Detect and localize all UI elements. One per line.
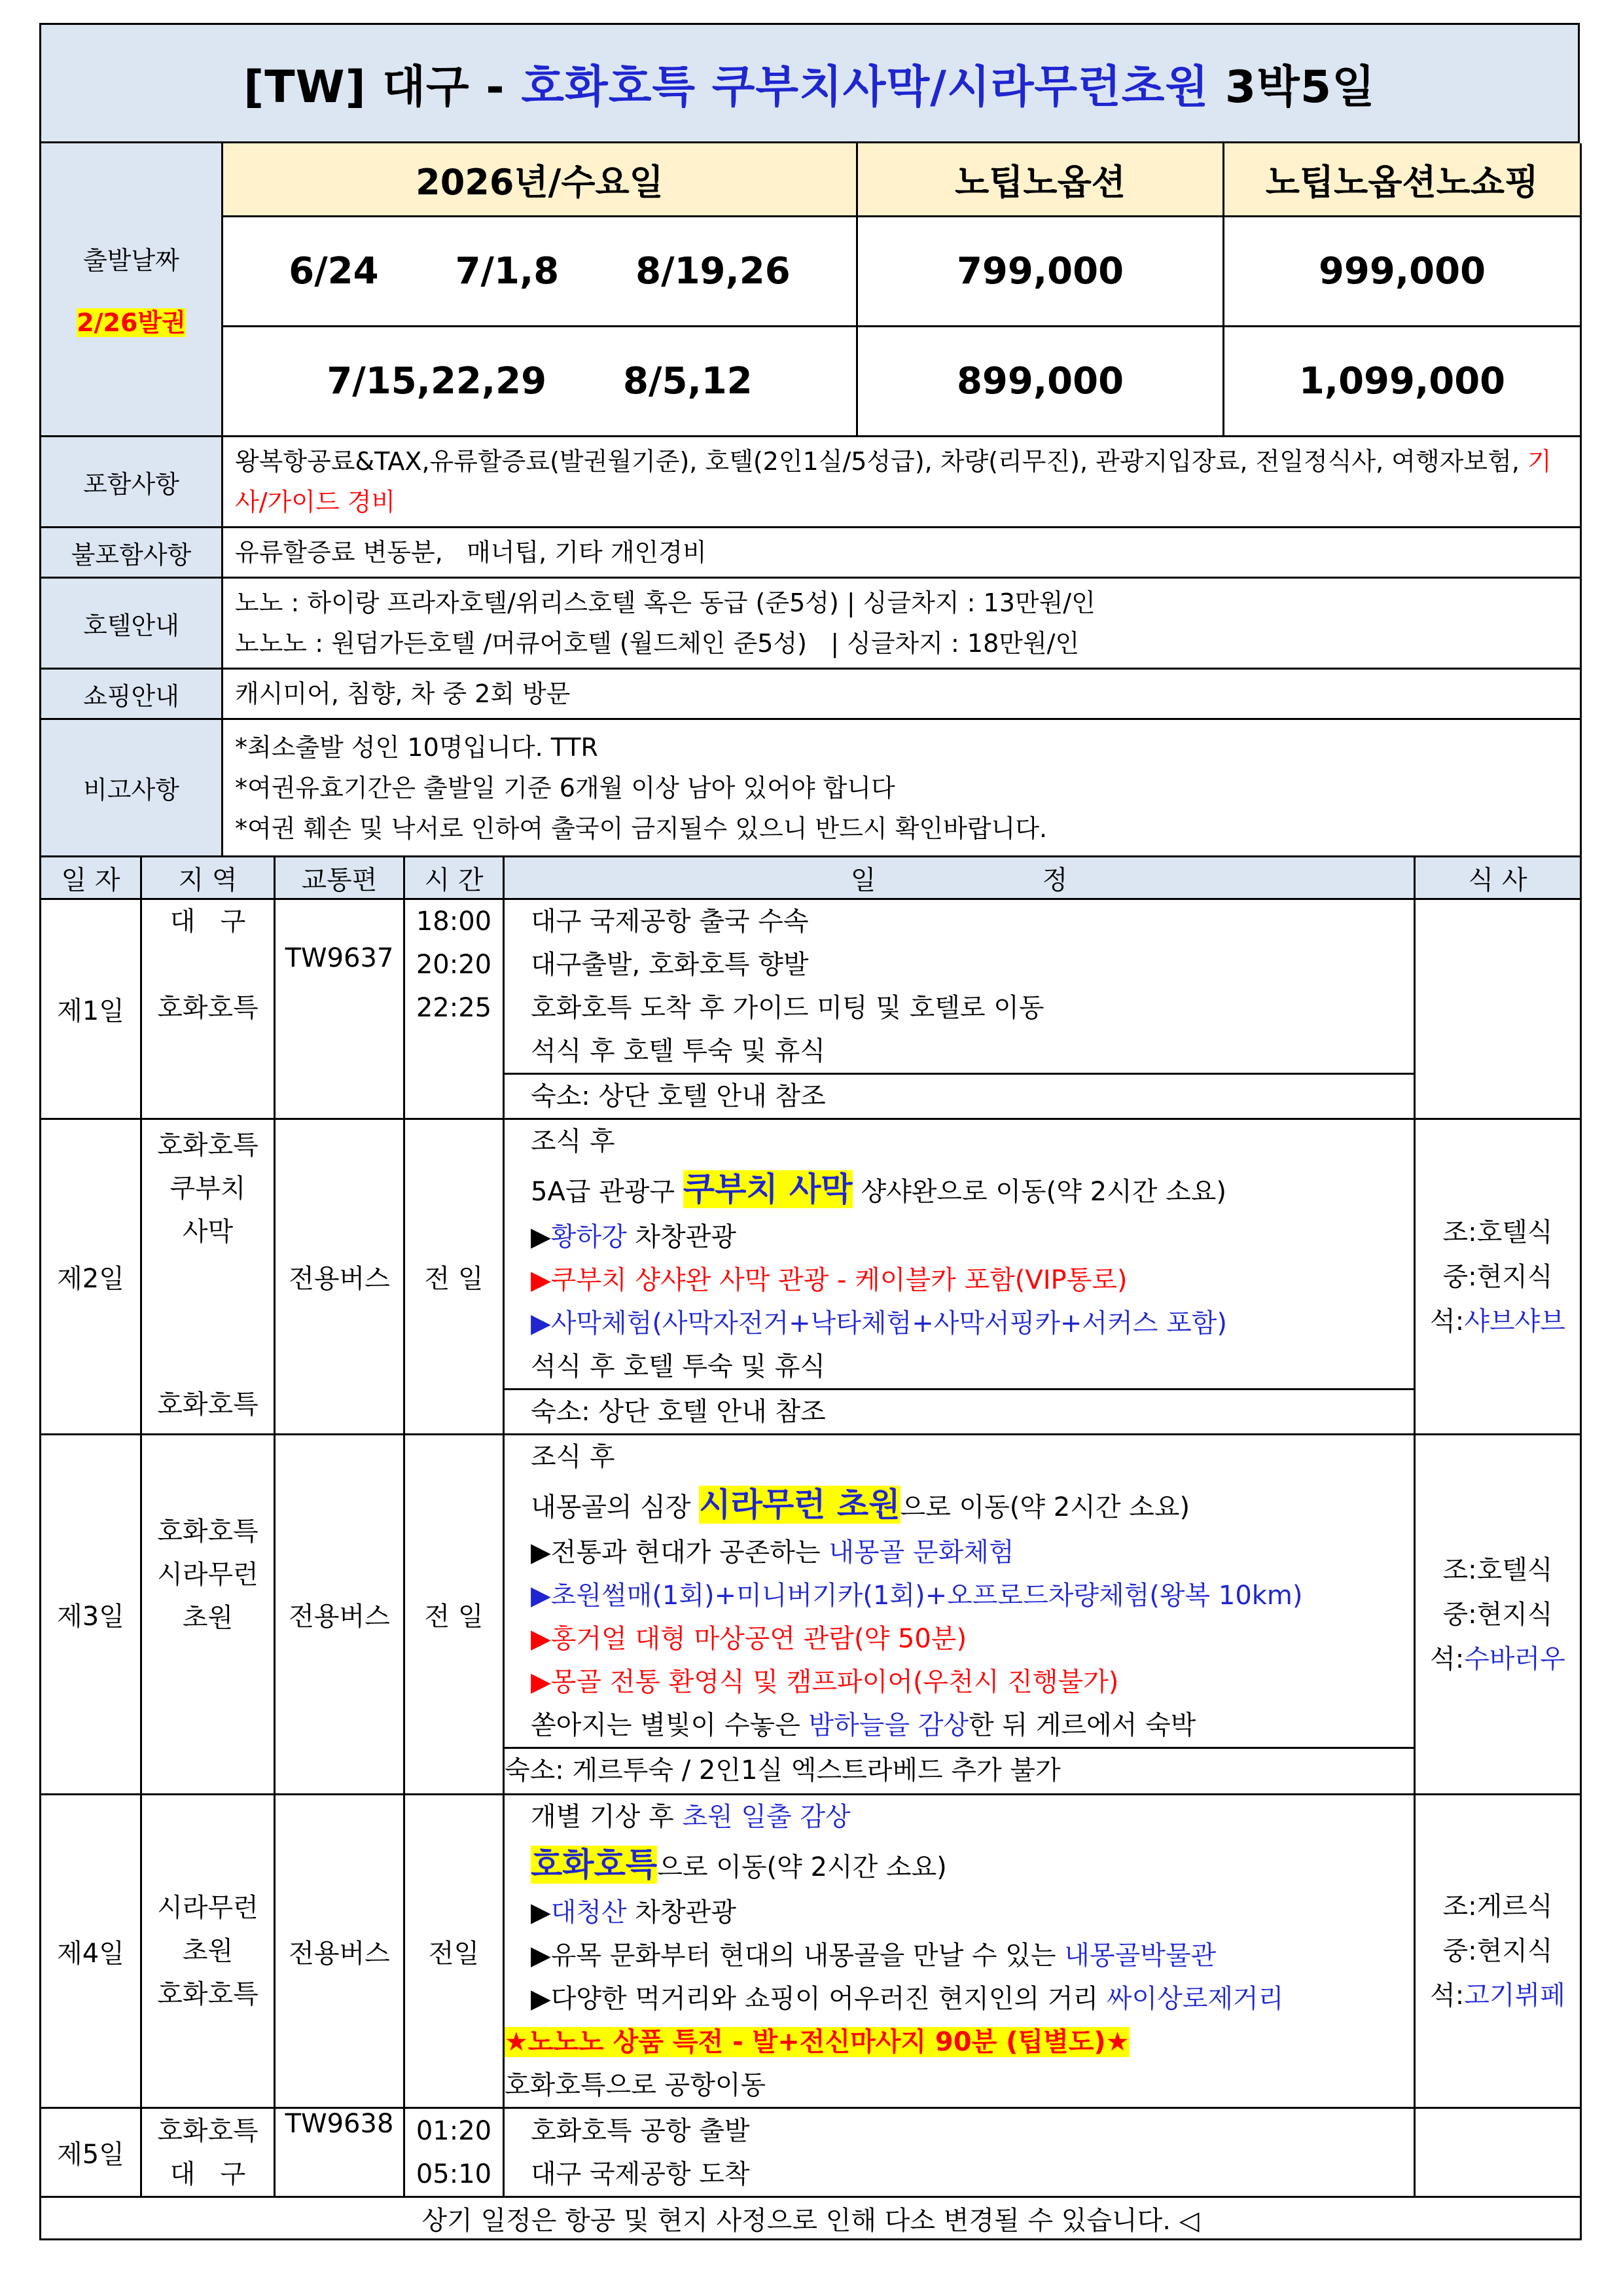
day-3-stay: 숙소: 게르투숙 / 2인1실 엑스트라베드 추가 불가	[505, 1747, 1416, 1792]
day-3-line-2a: 내몽골의 심장	[531, 1492, 700, 1522]
title-suffix: 3박5일	[1209, 61, 1376, 113]
day-3-region	[141, 1435, 275, 1795]
day-4-meal-3a: 석:	[1430, 1981, 1465, 2011]
day-1-time-1: 18:00	[416, 906, 492, 937]
day-2-meal-3a: 석:	[1430, 1306, 1465, 1336]
schedule-table	[39, 857, 1582, 2240]
day-2-line-2	[505, 1163, 1414, 1215]
day-4-region-2: 초원	[182, 1936, 234, 1966]
day-4-plan	[504, 1795, 1415, 2108]
day-2-time: 전 일	[404, 1119, 504, 1435]
day-3-meal-2: 중:현지식	[1442, 1599, 1553, 1630]
day-4-line-4	[505, 1934, 1414, 1977]
note-3: *여권 훼손 및 낙서로 인하여 출국이 금지될수 있으니 반드시 확인바랍니다.	[235, 814, 1048, 843]
day-5-region-2: 대 구	[169, 2159, 246, 2189]
included-text	[223, 437, 1581, 528]
title-table	[39, 23, 1580, 143]
day-5-time-2: 05:10	[416, 2159, 492, 2189]
day-3-line-2c: 으로 이동(약 2시간 소요)	[900, 1492, 1190, 1522]
day-2-line-2c: 샹샤완으로 이동(약 2시간 소요)	[852, 1177, 1226, 1207]
day-3-attraction-xilamuren: 시라무런 초원	[699, 1486, 901, 1524]
day-4-line-3c: 차창관광	[626, 1897, 736, 1928]
day-5-line-2: 대구 국제공항 도착	[531, 2159, 750, 2189]
day-1-line-3: 호화호특 도착 후 가이드 미팅 및 호텔로 이동	[531, 993, 1044, 1023]
included-label: 포함사항	[41, 437, 223, 528]
day-4-meal	[1415, 1795, 1581, 2108]
day-2-line-3	[505, 1215, 1414, 1259]
day-3-meal-3b: 수바러우	[1464, 1643, 1565, 1674]
day-3-line-3a: ▶전통과 현대가 공존하는	[531, 1537, 829, 1568]
day-3-row	[41, 1435, 1581, 1795]
title-prefix: [TW] 대구 -	[243, 61, 522, 113]
day-1-meal	[1415, 899, 1581, 1119]
day-5-transport: TW9638	[275, 2108, 404, 2197]
day-1-row	[41, 899, 1581, 1119]
excluded-text: 유류할증료 변동분, 매너팁, 기타 개인경비	[223, 528, 1581, 578]
notes-text	[223, 719, 1581, 857]
day-1-label: 제1일	[41, 899, 141, 1119]
hotel-info	[223, 578, 1581, 669]
day-1-time-3: 22:25	[416, 993, 492, 1023]
day-2-plan	[504, 1119, 1415, 1435]
footer-row	[41, 2197, 1581, 2240]
day-2-line-1: 조식 후	[531, 1126, 615, 1157]
day-3-line-2	[505, 1479, 1414, 1531]
day-4-meal-3b: 고기뷔페	[1464, 1981, 1565, 2011]
day-4-region	[141, 1795, 275, 2108]
day-3-region-2: 시라무런	[157, 1560, 259, 1590]
day-3-line-6: ▶몽골 전통 환영식 및 캠프파이어(우천시 진행불가)	[531, 1667, 1119, 1697]
price-row-2-opt2: 1,099,000	[1224, 327, 1581, 437]
day-4-transport: 전용버스	[275, 1795, 404, 2108]
day-1-region-1: 대 구	[169, 906, 246, 937]
day-4-region-1: 시라무런	[157, 1893, 259, 1923]
day-4-label: 제4일	[41, 1795, 141, 2108]
day-4-line-7: 호화호특으로 공항이동	[505, 2070, 766, 2100]
hdr-time: 시 간	[404, 857, 504, 899]
day-1-transport: TW9637	[275, 899, 404, 1119]
excluded-label: 불포함사항	[41, 528, 223, 578]
day-1-plan	[504, 899, 1415, 1119]
day-2-line-6: 석식 후 호텔 투숙 및 휴식	[531, 1352, 825, 1382]
hdr-region: 지 역	[141, 857, 275, 899]
day-5-times	[404, 2108, 504, 2197]
day-4-region-3: 호화호특	[157, 1979, 259, 2009]
shopping-label: 쇼핑안내	[41, 669, 223, 719]
day-1-stay: 숙소: 상단 호텔 안내 참조	[505, 1073, 1416, 1118]
pricing-info-table	[39, 143, 1582, 857]
day-2-meal-1: 조:호텔식	[1442, 1217, 1553, 1247]
day-3-line-7c: 한 뒤 게르에서 숙박	[969, 1710, 1196, 1740]
col-date-header: 2026년/수요일	[223, 143, 857, 217]
day-3-line-5: ▶홍거얼 대형 마상공연 관람(약 50분)	[531, 1624, 967, 1654]
note-1: *최소출발 성인 10명입니다. TTR	[235, 732, 598, 762]
day-3-meal-3a: 석:	[1430, 1643, 1465, 1674]
day-4-line-1a: 개별 기상 후	[531, 1802, 683, 1832]
day-3-line-7b: 밤하늘을 감상	[808, 1710, 969, 1740]
day-3-line-3b: 내몽골 문화체험	[829, 1537, 1014, 1568]
day-2-line-3b: 황하강	[550, 1222, 627, 1252]
day-3-line-4: ▶초원썰매(1회)+미니버기카(1회)+오프로드차량체험(왕복 10km)	[531, 1581, 1303, 1611]
day-4-special-offer: ★노노노 상품 특전 - 발+전신마사지 90분 (팁별도)★	[505, 2027, 1130, 2057]
day-5-row	[41, 2108, 1581, 2197]
day-3-label: 제3일	[41, 1435, 141, 1795]
day-2-line-3c: 차창관광	[626, 1222, 736, 1252]
day-4-line-3b: 대청산	[550, 1897, 627, 1928]
day-4-line-2b: 으로 이동(약 2시간 소요)	[657, 1852, 947, 1882]
day-3-line-1: 조식 후	[531, 1442, 615, 1472]
day-5-time-1: 01:20	[416, 2115, 492, 2146]
day-1-line-4: 석식 후 호텔 투숙 및 휴식	[531, 1036, 825, 1066]
hotel-line-2: 노노노 : 원덤가든호텔 /머큐어호텔 (월드체인 준5성) | 싱글차지 : 18만원/인	[235, 629, 1080, 658]
included-red: 기사/가이드 경비	[235, 447, 1552, 516]
day-3-plan	[504, 1435, 1415, 1795]
day-3-time: 전 일	[404, 1435, 504, 1795]
day-1-times	[404, 899, 504, 1119]
day-2-meal-3b: 샤브샤브	[1464, 1306, 1565, 1336]
day-2-region	[141, 1119, 275, 1435]
day-3-meal-3	[1416, 1637, 1580, 1681]
included-main: 왕복항공료&TAX,유류할증료(발권월기준), 호텔(2인1실/5성급), 차량(리무진), 관광지입장료, 전일정식사, 여행자보험,	[235, 447, 1527, 476]
shopping-text: 캐시미어, 침향, 차 중 2회 방문	[223, 669, 1581, 719]
col-opt2-header: 노팁노옵션노쇼핑	[1224, 143, 1581, 217]
tour-document	[39, 23, 1580, 2240]
issue-note-text: 2/26발권	[77, 308, 186, 337]
day-3-meal-1: 조:호텔식	[1442, 1554, 1553, 1585]
footer-note: 상기 일정은 항공 및 현지 사정으로 인해 다소 변경될 수 있습니다. ◁	[41, 2197, 1581, 2240]
day-2-line-5: ▶사막체험(사막자전거+낙타체험+사막서핑카+서커스 포함)	[531, 1308, 1227, 1338]
day-5-region-1: 호화호특	[157, 2115, 259, 2146]
hdr-plan: 일 정	[504, 857, 1415, 899]
price-row-2-opt1: 899,000	[857, 327, 1224, 437]
hotel-line-1: 노노 : 하이랑 프라자호텔/위리스호텔 혹은 동급 (준5성) | 싱글차지 : 13만원/인	[235, 588, 1096, 617]
day-4-attraction-hohhot: 호화호특	[531, 1846, 658, 1884]
day-2-meal-2: 중:현지식	[1442, 1261, 1553, 1292]
day-1-region	[141, 899, 275, 1119]
day-2-region-4: 호화호특	[157, 1390, 259, 1420]
day-4-line-3	[505, 1891, 1414, 1934]
day-2-attraction-kubuqi: 쿠부치 사막	[683, 1170, 853, 1208]
day-1-line-2: 대구출발, 호화호특 향발	[531, 950, 809, 980]
day-4-line-1	[505, 1795, 1414, 1839]
day-5-line-1: 호화호특 공항 출발	[531, 2115, 750, 2146]
day-1-line-1: 대구 국제공항 출국 수속	[531, 906, 809, 937]
notes-label: 비고사항	[41, 719, 223, 857]
day-4-row	[41, 1795, 1581, 2108]
col-opt1-header: 노팁노옵션	[857, 143, 1224, 217]
hotel-label: 호텔안내	[41, 578, 223, 669]
day-4-line-4b: 내몽골박물관	[1064, 1941, 1217, 1971]
page-title	[41, 24, 1579, 143]
departure-label: 출발날짜	[83, 246, 179, 275]
price-row-2-dates: 7/15,22,29 8/5,12	[223, 327, 857, 437]
title-highlight: 호화호특 쿠부치사막/시라무런초원	[521, 61, 1209, 113]
day-3-meal	[1415, 1435, 1581, 1795]
price-row-1-dates: 6/24 7/1,8 8/19,26	[223, 217, 857, 327]
schedule-header-row	[41, 857, 1581, 899]
issue-note	[41, 302, 221, 338]
hdr-meal: 식 사	[1415, 857, 1581, 899]
day-5-region	[141, 2108, 275, 2197]
day-4-line-5	[505, 1977, 1414, 2020]
day-2-region-3: 사막	[182, 1217, 234, 1247]
day-3-region-3: 초원	[182, 1603, 234, 1633]
day-2-region-1: 호화호특	[157, 1130, 259, 1160]
day-4-line-1b: 초원 일출 감상	[682, 1802, 851, 1832]
day-4-meal-1: 조:게르식	[1442, 1892, 1553, 1922]
day-2-line-4: ▶쿠부치 샹샤완 사막 관광 - 케이블카 포함(VIP통로)	[531, 1265, 1128, 1295]
day-4-meal-3	[1416, 1973, 1580, 2018]
day-4-line-2	[505, 1839, 1414, 1891]
day-5-label: 제5일	[41, 2108, 141, 2197]
hdr-day: 일 자	[41, 857, 141, 899]
day-4-line-6	[505, 2020, 1414, 2064]
day-3-line-3	[505, 1531, 1414, 1574]
day-3-line-7	[505, 1704, 1414, 1747]
day-3-region-1: 호화호특	[157, 1516, 259, 1547]
price-row-1-opt1: 799,000	[857, 217, 1224, 327]
day-2-meal	[1415, 1119, 1581, 1435]
note-2: *여권유효기간은 출발일 기준 6개월 이상 남아 있어야 합니다	[235, 773, 895, 802]
day-4-line-5a: ▶다양한 먹거리와 쇼핑이 어우러진 현지인의 거리	[531, 1984, 1107, 2014]
day-2-transport: 전용버스	[275, 1119, 404, 1435]
day-3-transport: 전용버스	[275, 1435, 404, 1795]
day-5-meal	[1415, 2108, 1581, 2197]
day-2-label: 제2일	[41, 1119, 141, 1435]
day-2-line-3a: ▶	[531, 1222, 551, 1252]
day-5-plan	[504, 2108, 1415, 2197]
price-row-1-opt2: 999,000	[1224, 217, 1581, 327]
day-2-row	[41, 1119, 1581, 1435]
day-2-line-2a: 5A급 관광구	[531, 1177, 683, 1207]
departure-label-cell	[41, 143, 223, 437]
day-2-stay: 숙소: 상단 호텔 안내 참조	[505, 1388, 1416, 1433]
day-4-line-4a: ▶유목 문화부터 현대의 내몽골을 만날 수 있는	[531, 1941, 1065, 1971]
day-2-region-2: 쿠부치	[169, 1174, 246, 1204]
day-4-line-5b: 싸이상로제거리	[1106, 1984, 1284, 2014]
day-2-meal-3	[1416, 1299, 1580, 1344]
day-4-meal-2: 중:현지식	[1442, 1936, 1553, 1966]
day-4-line-3a: ▶	[531, 1897, 551, 1928]
day-3-line-7a: 쏟아지는 별빛이 수놓은	[531, 1710, 809, 1740]
day-1-time-2: 20:20	[416, 950, 492, 980]
hdr-transport: 교통편	[275, 857, 404, 899]
day-1-region-2: 호화호특	[157, 993, 259, 1023]
day-4-time: 전일	[404, 1795, 504, 2108]
